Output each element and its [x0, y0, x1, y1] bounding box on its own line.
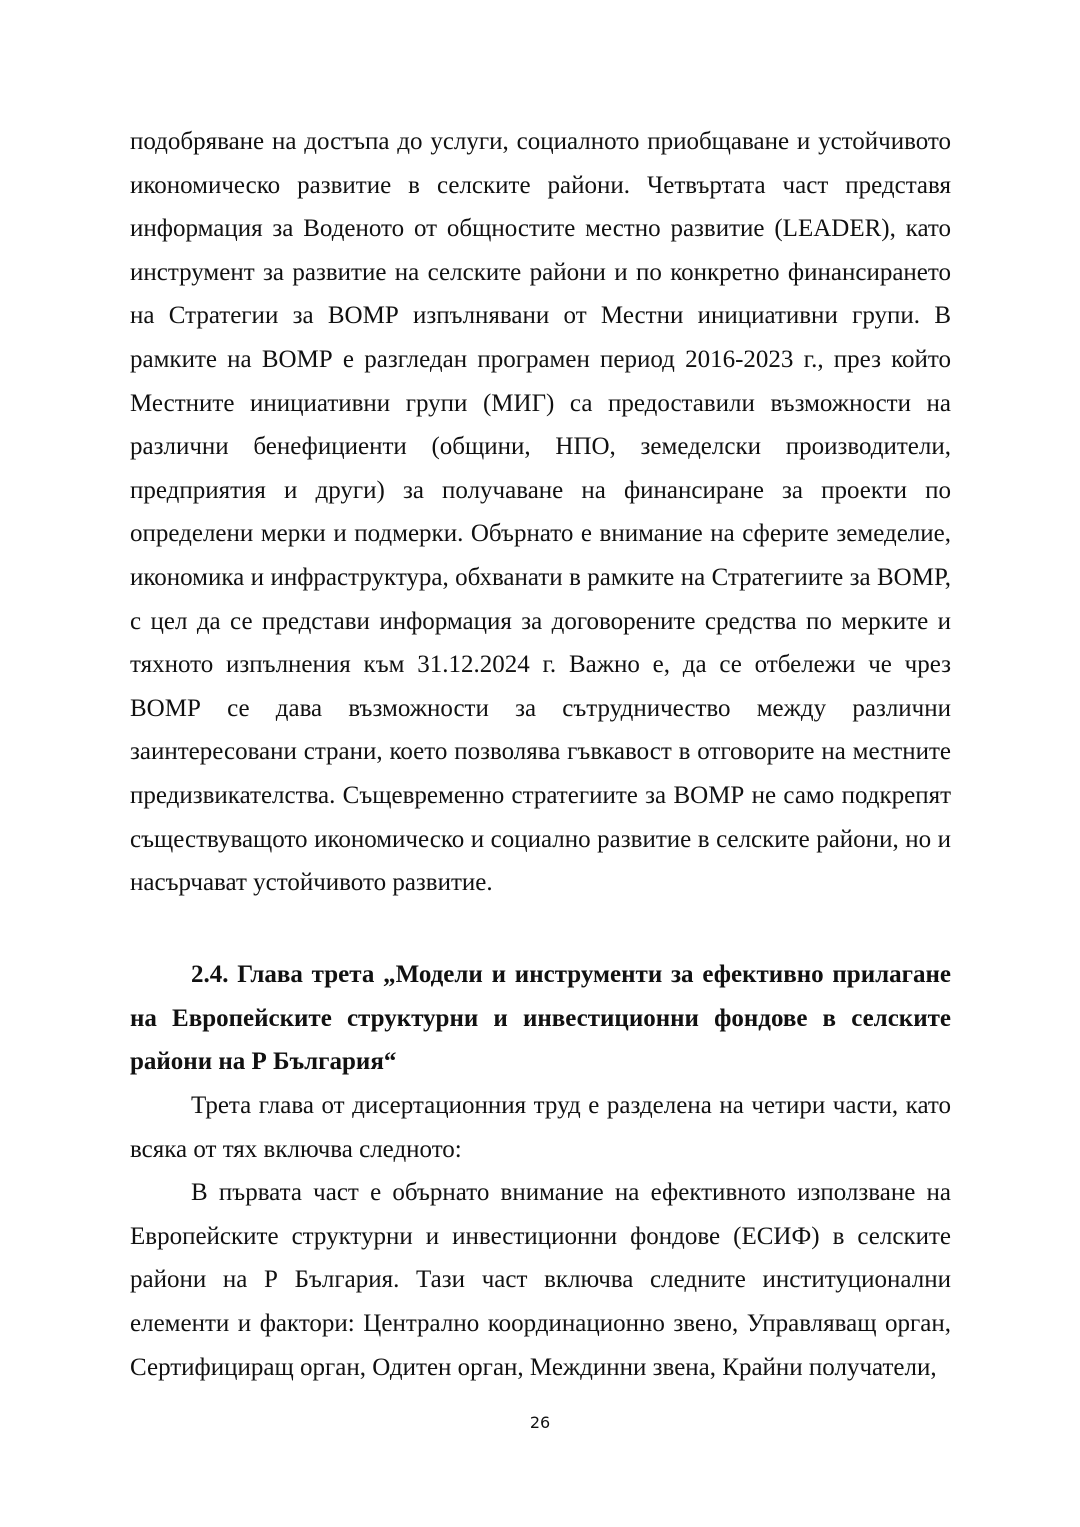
page-number: 26: [529, 1413, 551, 1432]
intro-paragraph-block: [130, 120, 951, 905]
chapter-body: [130, 1084, 951, 1389]
intro-paragraph: подобряване на достъпа до услуги, социалното приобщаване и устойчивото икономическо развитие в селските райони. Четвъртата част представя информация за Воденото от общностите местно развитие (LEADER), като инструмент за развитие на селските райони и по конкретно финансирането на Стратегии за ВОМР изпълнявани от Местни инициативни групи. В рамките на ВОМР е разгледан програмен период 2016-2023 г., през който Местните инициативни групи (МИГ) са предоставили възможности на различни бенефициенти (общини, НПО, земеделски производители, предприятия и други) за получаване на финансиране за проекти по определени мерки и подмерки. Обърнато е внимание на сферите земеделие, икономика и инфраструктура, обхванати в рамките на Стратегиите за ВОМР, с цел да се представи информация за договорените средства по мерките и тяхното изпълнения към 31.12.2024 г. Важно е, да се отбележи че чрез ВОМР се дава възможности за сътрудничество между различни заинтересовани страни, което позволява гъвкавост в отговорите на местните предизвикателства. Същевременно стратегиите за ВОМР не само подкрепят съществуващото икономическо и социално развитие в селските райони, но и насърчават устойчивото развитие.: [130, 128, 951, 897]
section-heading: 2.4. Глава трета „Модели и инструменти за ефективно прилагане на Европейските структурни и инвестиционни фондове в селските райони на Р България“: [130, 961, 951, 1076]
body-paragraph-2: В първата част е обърнато внимание на ефективното използване на Европейските структурни и инвестиционни фондове (ЕСИФ) в селските райони на Р България. Тази част включва следните институционални елементи и фактори: Централно координационно звено, Управляващ орган, Сертифициращ орган, Одитен орган, Междинни звена, Крайни получатели,: [130, 1179, 951, 1381]
body-paragraph-1: Трета глава от дисертационния труд е разделена на четири части, като всяка от тях включва следното:: [130, 1092, 951, 1163]
